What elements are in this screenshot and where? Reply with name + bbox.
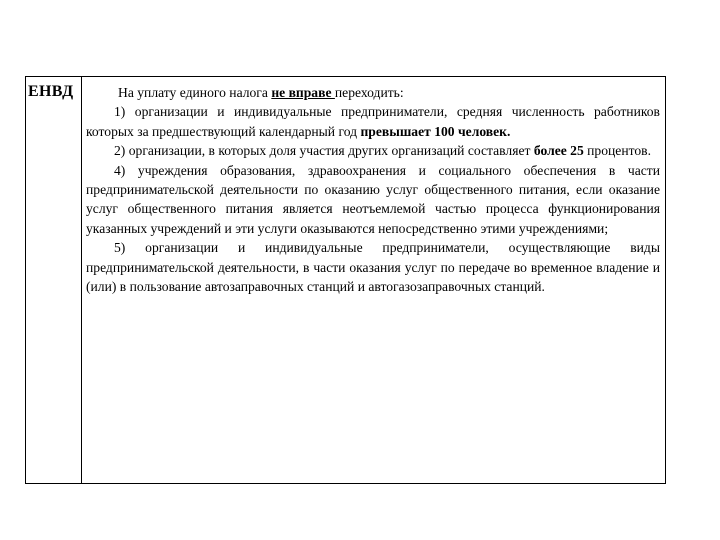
item-text: организации и индивидуальные предприниматели, средняя численность работников которых за предшествующий календарный год bbox=[86, 104, 660, 139]
item-number: 4) bbox=[114, 162, 138, 178]
intro-paragraph bbox=[86, 83, 660, 102]
tax-code-cell bbox=[26, 77, 82, 483]
item-bold: превышает 100 человек bbox=[360, 123, 507, 139]
restrictions-cell bbox=[82, 77, 665, 483]
item-bold: более 25 bbox=[533, 143, 584, 159]
item-text: организации, в которых доля участия других организаций составляет bbox=[128, 143, 534, 159]
list-item bbox=[86, 141, 660, 160]
item-tail: процентов. bbox=[583, 143, 651, 159]
list-item bbox=[86, 238, 660, 296]
restrictions-table bbox=[25, 76, 666, 484]
item-text: учреждения образования, здравоохранения и социального обеспечения в части предпринимательской деятельности по оказанию услуг общественного питания, если оказание услуг общественного питания является неотъемлемой частью процесса функционирования указанных учреждений и эти услуги оказываются непосредственно этими учреждениями; bbox=[86, 162, 660, 236]
intro-text: На уплату единого налога bbox=[118, 85, 272, 100]
intro-emphasis: не вправе bbox=[271, 85, 335, 100]
list-item bbox=[86, 161, 660, 239]
item-tail: . bbox=[506, 123, 511, 139]
tax-code-label: ЕНВД bbox=[28, 83, 74, 100]
item-number: 5) bbox=[114, 240, 146, 256]
item-text: организации и индивидуальные предприниматели, осуществляющие виды предпринимательской деятельности, в части оказания услуг по передаче во временное владение и (или) в пользование автозаправочных станций и автогазозаправочных станций. bbox=[86, 240, 660, 295]
intro-text-end: переходить: bbox=[334, 85, 404, 100]
list-item bbox=[86, 102, 660, 141]
item-number: 2) bbox=[114, 143, 129, 159]
item-number: 1) bbox=[114, 104, 135, 120]
